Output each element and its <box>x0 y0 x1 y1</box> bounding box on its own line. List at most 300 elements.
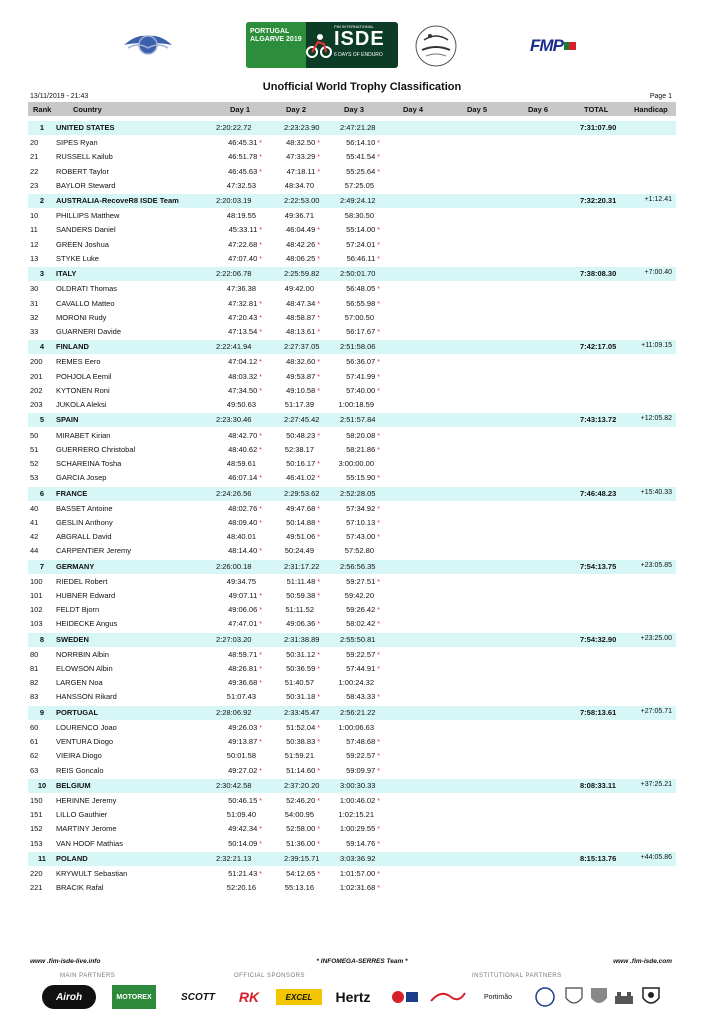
rider-number: 44 <box>30 546 39 556</box>
rider-day3 <box>339 678 380 687</box>
counted-time-marker: * <box>317 826 320 834</box>
rider-day1 <box>228 650 262 659</box>
counted-time-marker: * <box>377 694 380 702</box>
counted-time-marker: * <box>259 607 262 615</box>
col-total: TOTAL <box>584 105 609 114</box>
team-total: 8:15:13.76 <box>580 854 617 863</box>
rider-day2 <box>285 400 320 409</box>
rider-day1-value: 49:26.03 <box>228 722 258 732</box>
counted-time-marker: * <box>377 154 380 162</box>
rider-row <box>28 223 676 237</box>
rider-day1-value: 51:07.43 <box>226 692 256 702</box>
rider-day3-value: 59:14.76 <box>346 838 376 848</box>
counted-time-marker: * <box>377 534 380 541</box>
rider-day2-value: 48:58.87 <box>286 312 316 322</box>
rider-day1 <box>228 445 262 454</box>
rider-day2-value: 50:14.88 <box>286 517 316 527</box>
counted-time-marker: * <box>317 328 320 336</box>
rider-day3 <box>346 167 380 176</box>
rider-day2 <box>286 869 320 878</box>
rider-day1 <box>228 431 262 440</box>
rider-row <box>28 648 676 662</box>
rider-day2-value: 51:52.04 <box>286 722 316 732</box>
counted-time-marker: * <box>317 255 320 263</box>
rider-number: 61 <box>30 737 39 747</box>
rider-day3-value: 56:17.67 <box>346 326 376 336</box>
counted-time-marker: * <box>259 871 262 879</box>
rider-number: 80 <box>30 649 39 659</box>
rider-number: 21 <box>30 152 39 162</box>
page-title: Unofficial World Trophy Classification <box>262 81 462 93</box>
rider-day3 <box>346 504 380 513</box>
rider-row <box>28 325 676 339</box>
rider-day3-value: 57:48.68 <box>346 737 376 747</box>
team-day1: 2:22:06.78 <box>216 269 252 279</box>
rider-day3-value: 56:48.05 <box>346 284 376 294</box>
rider-day2-value: 51:17.39 <box>284 400 314 409</box>
rider-number: 42 <box>30 532 39 541</box>
rider-day1-value: 45:33.11 <box>228 225 258 235</box>
rider-day1-value: 47:22.68 <box>228 239 258 249</box>
rider-day1-value: 46:45.63 <box>228 166 258 176</box>
rider-day1 <box>228 737 262 746</box>
team-total: 7:54:13.75 <box>580 561 617 571</box>
rider-day3 <box>346 240 380 249</box>
team-day3: 2:51:57.84 <box>340 415 376 425</box>
rider-day2-value: 46:41.02 <box>286 473 316 483</box>
rider-day3-value: 57:10.13 <box>346 517 376 527</box>
rider-day2 <box>286 240 320 249</box>
team-day2: 2:27:37.05 <box>284 342 320 352</box>
rider-number: 13 <box>30 253 39 263</box>
rider-day3-value: 1:00:18.59 <box>338 400 374 409</box>
rider-day1 <box>229 225 262 234</box>
counted-time-marker: * <box>377 373 380 381</box>
counted-time-marker: * <box>259 359 262 367</box>
rider-name: PHILLIPS Matthew <box>56 211 120 221</box>
rider-day1 <box>228 619 262 628</box>
counted-time-marker: * <box>259 241 262 249</box>
rider-day2-value: 51:59.21 <box>284 751 314 761</box>
rider-day2-value: 52:58.00 <box>286 824 316 834</box>
institutional-partners-label: INSTITUTIONAL PARTNERS <box>472 973 562 979</box>
rider-day3 <box>345 181 380 190</box>
counted-time-marker: * <box>317 534 320 541</box>
team-country: POLAND <box>56 854 88 863</box>
rider-day1 <box>228 152 262 161</box>
rider-name: CARPENTIER Jeremy <box>56 546 132 556</box>
rider-day2 <box>286 839 320 848</box>
counted-time-marker: * <box>377 328 380 336</box>
team-day1: 2:20:22.72 <box>216 123 252 132</box>
rider-day3 <box>339 723 380 732</box>
rider-day1-value: 46:07.14 <box>228 473 258 483</box>
rider-row <box>28 837 676 851</box>
rider-day3-value: 56:46.11 <box>346 253 376 263</box>
counted-time-marker: * <box>317 739 320 747</box>
team-day2: 2:33:45.47 <box>284 707 320 717</box>
rider-day2 <box>286 591 320 600</box>
team-day1: 2:26:00.18 <box>216 561 252 571</box>
rider-day2-value: 48:32.50 <box>286 138 316 148</box>
team-rank: 7 <box>39 561 45 571</box>
rider-day1-value: 48:59.61 <box>226 458 256 468</box>
rider-day1 <box>227 459 262 468</box>
counted-time-marker: * <box>317 227 320 235</box>
rider-number: 60 <box>30 722 39 732</box>
rider-day3 <box>345 313 380 322</box>
rider-name: VIEIRA Diogo <box>56 751 102 761</box>
team-handicap: +7:00.40 <box>644 269 672 277</box>
rider-day1 <box>227 751 262 760</box>
rider-day3-value: 58:43.33 <box>346 692 376 702</box>
rider-day2 <box>286 225 320 234</box>
team-day3: 2:52:28.05 <box>340 488 376 498</box>
rider-number: 31 <box>30 298 39 308</box>
rider-day3 <box>345 591 380 600</box>
counted-time-marker: * <box>317 168 320 176</box>
scott-logo <box>172 985 224 1009</box>
futuro-logo <box>428 985 468 1009</box>
rider-day2-value: 49:36.71 <box>284 211 314 221</box>
counted-time-marker: * <box>259 227 262 235</box>
team-handicap: +11:09.15 <box>641 342 672 350</box>
rider-row <box>28 311 676 325</box>
rider-row <box>28 589 676 603</box>
rider-day3 <box>346 357 380 366</box>
rider-day2 <box>287 167 320 176</box>
rk-logo <box>234 985 264 1009</box>
team-total: 7:42:17.05 <box>580 342 617 352</box>
team-row <box>28 633 676 647</box>
rider-row <box>28 544 676 558</box>
rider-number: 82 <box>30 678 39 688</box>
rider-day3 <box>347 254 380 263</box>
col-day2: Day 2 <box>286 105 307 114</box>
rider-day1 <box>228 796 262 805</box>
rider-day3 <box>346 664 380 673</box>
rider-number: 203 <box>30 400 43 409</box>
excel-logo-text: EXCEL <box>285 992 313 1002</box>
rider-day1-value: 48:14.40 <box>228 546 258 556</box>
rider-name: SIPES Ryan <box>56 138 98 148</box>
counted-time-marker: * <box>377 840 380 848</box>
rider-number: 32 <box>30 312 39 322</box>
rider-day2 <box>287 577 320 586</box>
rider-day3 <box>340 824 380 833</box>
rider-name: HEIDECKE Angus <box>56 619 118 629</box>
main-partners-label: MAIN PARTNERS <box>60 973 116 979</box>
rider-day1 <box>228 766 262 775</box>
rider-day3 <box>339 810 380 819</box>
rider-row <box>28 179 676 193</box>
team-day2: 2:37:20.20 <box>284 780 320 790</box>
rider-day2 <box>286 619 320 628</box>
counted-time-marker: * <box>259 840 262 848</box>
counted-time-marker: * <box>259 739 262 747</box>
rider-day3 <box>346 445 380 454</box>
team-country: SPAIN <box>56 415 79 425</box>
team-row <box>28 194 676 208</box>
rider-day2 <box>285 211 320 220</box>
counted-time-marker: * <box>259 446 262 454</box>
rider-day2-value: 50:31.12 <box>286 649 316 659</box>
rider-day2 <box>286 824 320 833</box>
counted-time-marker: * <box>259 680 262 688</box>
col-handicap: Handicap <box>634 105 668 114</box>
rider-day1 <box>228 839 262 848</box>
rider-day1-value: 52:20.16 <box>226 883 256 893</box>
team-row <box>28 121 676 135</box>
counted-time-marker: * <box>317 475 320 483</box>
counted-time-marker: * <box>259 592 262 600</box>
counted-time-marker: * <box>259 798 262 805</box>
rider-day2-value: 52:46.20 <box>286 796 316 805</box>
rider-day1 <box>227 532 262 541</box>
rider-row <box>28 355 676 369</box>
rider-day1-value: 48:59.71 <box>228 649 258 659</box>
rider-day2 <box>286 518 320 527</box>
rider-name: POHJOLA Eemil <box>56 371 112 381</box>
team-day2: 2:23:23.90 <box>284 123 320 132</box>
rider-day3 <box>346 152 380 161</box>
rider-name: SANDERS Daniel <box>56 225 116 235</box>
rider-day2 <box>286 504 320 513</box>
rider-name: RUSSELL Kailub <box>56 152 113 162</box>
rider-day1 <box>228 869 262 878</box>
excel-logo <box>276 989 322 1005</box>
rider-row <box>28 516 676 530</box>
rider-number: 152 <box>30 824 43 834</box>
col-rank: Rank <box>33 105 52 114</box>
team-rank: 5 <box>39 415 45 425</box>
counted-time-marker: * <box>317 387 320 395</box>
counted-time-marker: * <box>259 666 262 673</box>
portimao-logo <box>474 985 522 1009</box>
rider-row <box>28 676 676 690</box>
team-day3: 2:51:58.06 <box>340 342 376 352</box>
rider-day2 <box>286 532 320 541</box>
col-day4: Day 4 <box>403 105 424 114</box>
rider-day2 <box>286 664 320 673</box>
rider-day1-value: 51:09.40 <box>226 810 256 820</box>
rider-day3-value: 59:09.97 <box>346 765 376 775</box>
team-total: 8:08:33.11 <box>580 780 616 790</box>
team-handicap: +1:12.41 <box>644 196 672 204</box>
counted-time-marker: * <box>377 168 380 176</box>
counted-time-marker: * <box>259 373 262 381</box>
counted-time-marker: * <box>259 826 262 834</box>
rider-day3-value: 3:00:00.00 <box>338 458 374 468</box>
rider-row <box>28 735 676 749</box>
rider-day3-value: 59:42.20 <box>344 590 374 600</box>
rider-name: LARGEN Noa <box>56 678 103 688</box>
rider-day3 <box>346 386 380 395</box>
rider-name: BASSET Antoine <box>56 503 113 513</box>
rider-day3 <box>346 839 380 848</box>
rider-day3-value: 1:00:06.63 <box>338 722 374 732</box>
counted-time-marker: * <box>259 154 262 162</box>
counted-time-marker: * <box>377 651 380 659</box>
vintage-enduro-logo <box>414 22 458 70</box>
rider-day1-value: 46:45.31 <box>228 138 258 148</box>
team-country: BELGIUM <box>56 780 91 790</box>
counted-time-marker: * <box>259 314 262 322</box>
rider-day3-value: 59:22.57 <box>346 649 376 659</box>
rider-row <box>28 662 676 676</box>
counted-time-marker: * <box>317 359 320 367</box>
rider-day2 <box>285 546 320 555</box>
team-rank: 6 <box>39 488 45 498</box>
rider-number: 200 <box>30 357 43 367</box>
rider-day3-value: 57:44.91 <box>346 664 376 673</box>
aces-logo <box>530 985 560 1009</box>
rider-day1 <box>228 473 262 482</box>
rider-name: FELDT Bjorn <box>56 605 100 615</box>
rider-number: 83 <box>30 692 39 702</box>
rider-name: ELOWSON Albin <box>56 664 113 673</box>
fmp-logo-text: FMP <box>530 36 563 55</box>
rider-day3 <box>340 796 380 805</box>
counted-time-marker: * <box>377 475 380 483</box>
rider-name: KRYWULT Sebastian <box>56 869 128 879</box>
rider-day1 <box>228 138 262 147</box>
rider-row <box>28 443 676 457</box>
rider-name: BRACIK Rafal <box>56 883 104 893</box>
rider-day3 <box>346 692 380 701</box>
counted-time-marker: * <box>317 798 320 805</box>
rider-day1 <box>229 591 262 600</box>
rider-row <box>28 398 676 412</box>
rider-day3 <box>346 737 380 746</box>
rider-day3-value: 55:15.90 <box>346 473 376 483</box>
rider-day2-value: 51:14.60 <box>286 765 316 775</box>
counted-time-marker: * <box>377 241 380 249</box>
team-day1: 2:23:30.46 <box>216 415 252 425</box>
header-logos <box>0 22 724 72</box>
rider-day3 <box>346 284 380 293</box>
team-country: GERMANY <box>56 561 95 571</box>
rider-day1 <box>228 313 262 322</box>
isde-logo <box>246 22 398 68</box>
rider-day3-value: 55:25.64 <box>346 166 376 176</box>
rider-day2-value: 46:04.49 <box>286 225 316 235</box>
rider-day3 <box>346 650 380 659</box>
counted-time-marker: * <box>317 373 320 381</box>
team-day1: 2:24:26.56 <box>216 488 252 498</box>
rider-day1-value: 48:03.32 <box>228 371 258 381</box>
rider-day3 <box>346 299 380 308</box>
counted-time-marker: * <box>377 607 380 615</box>
team-country: ITALY <box>56 269 77 279</box>
rider-name: MARTINY Jerome <box>56 824 117 834</box>
rider-row <box>28 238 676 252</box>
rider-number: 221 <box>30 883 43 893</box>
rider-row <box>28 471 676 485</box>
rider-day3-value: 56:55.98 <box>346 298 376 308</box>
rider-number: 150 <box>30 796 43 805</box>
team-total: 7:31:07.90 <box>580 123 617 132</box>
rider-day1 <box>228 240 262 249</box>
counted-time-marker: * <box>377 767 380 775</box>
rider-day1 <box>227 810 262 819</box>
rider-name: HUBNER Edward <box>56 590 116 600</box>
counted-time-marker: * <box>259 328 262 336</box>
team-country: FINLAND <box>56 342 89 352</box>
counted-time-marker: * <box>317 300 320 308</box>
rider-day1-value: 51:21.43 <box>228 869 258 879</box>
rider-day2 <box>286 473 320 482</box>
rider-name: HANSSON Rikard <box>56 692 117 702</box>
rider-day1-value: 49:13.87 <box>228 737 258 747</box>
rider-day2-value: 49:10.58 <box>286 385 316 395</box>
rider-row <box>28 617 676 631</box>
team-rank: 10 <box>37 780 47 790</box>
rider-row <box>28 794 676 808</box>
rider-day1-value: 47:07.40 <box>228 253 258 263</box>
rider-day1-value: 47:36.38 <box>226 284 256 294</box>
scott-logo-text: SCOTT <box>181 991 215 1003</box>
team-row <box>28 560 676 574</box>
rider-day2-value: 55:13.16 <box>284 883 314 893</box>
rider-day1 <box>228 546 262 555</box>
rider-day1-value: 47:13.54 <box>228 326 258 336</box>
rider-day3 <box>346 605 380 614</box>
team-handicap: +23:25.00 <box>640 634 672 642</box>
team-handicap: +15:40.33 <box>640 488 672 496</box>
rider-day2-value: 54:00.95 <box>284 810 314 820</box>
rider-name: MORONI Rudy <box>56 312 107 322</box>
counted-time-marker: * <box>377 666 380 673</box>
rider-number: 63 <box>30 765 39 775</box>
rider-number: 23 <box>30 180 39 190</box>
rider-name: HERINNE Jeremy <box>56 796 117 805</box>
rider-number: 81 <box>30 664 39 673</box>
rider-day2 <box>286 766 320 775</box>
rider-day2-value: 48:32.60 <box>286 357 316 367</box>
rider-day3-value: 58:20.08 <box>346 430 376 440</box>
rider-day1-value: 49:50.63 <box>226 400 256 409</box>
rider-day2-value: 51:11.48 <box>286 576 316 586</box>
team-rank: 9 <box>39 707 45 717</box>
team-day3: 2:56:21.22 <box>340 707 376 717</box>
rider-day3-value: 56:14.10 <box>346 138 376 148</box>
rider-day1 <box>228 824 262 833</box>
rider-day3-value: 1:02:15.21 <box>338 810 374 820</box>
counted-time-marker: * <box>317 666 320 673</box>
team-total: 7:46:48.23 <box>580 488 617 498</box>
counted-time-marker: * <box>377 387 380 395</box>
rider-row <box>28 282 676 296</box>
rider-day2 <box>286 431 320 440</box>
counted-time-marker: * <box>259 519 262 527</box>
rider-day3-value: 58:02.42 <box>346 619 376 629</box>
rider-row <box>28 822 676 836</box>
rider-day3 <box>346 473 380 482</box>
team-handicap: +27:05.71 <box>640 707 672 715</box>
rider-day1 <box>227 577 262 586</box>
rider-day2 <box>286 152 320 161</box>
team-day3: 2:55:50.81 <box>340 634 376 644</box>
counted-time-marker: * <box>317 767 320 775</box>
rider-day3-value: 58:30.50 <box>344 211 374 221</box>
rider-day1-value: 49:07.11 <box>228 590 258 600</box>
team-row <box>28 267 676 281</box>
rider-day3-value: 1:01:57.00 <box>339 869 376 879</box>
rider-day3 <box>339 400 380 409</box>
isde-logo-location: PORTUGAL ALGARVE 2019 <box>246 22 306 68</box>
counted-time-marker: * <box>377 255 380 263</box>
